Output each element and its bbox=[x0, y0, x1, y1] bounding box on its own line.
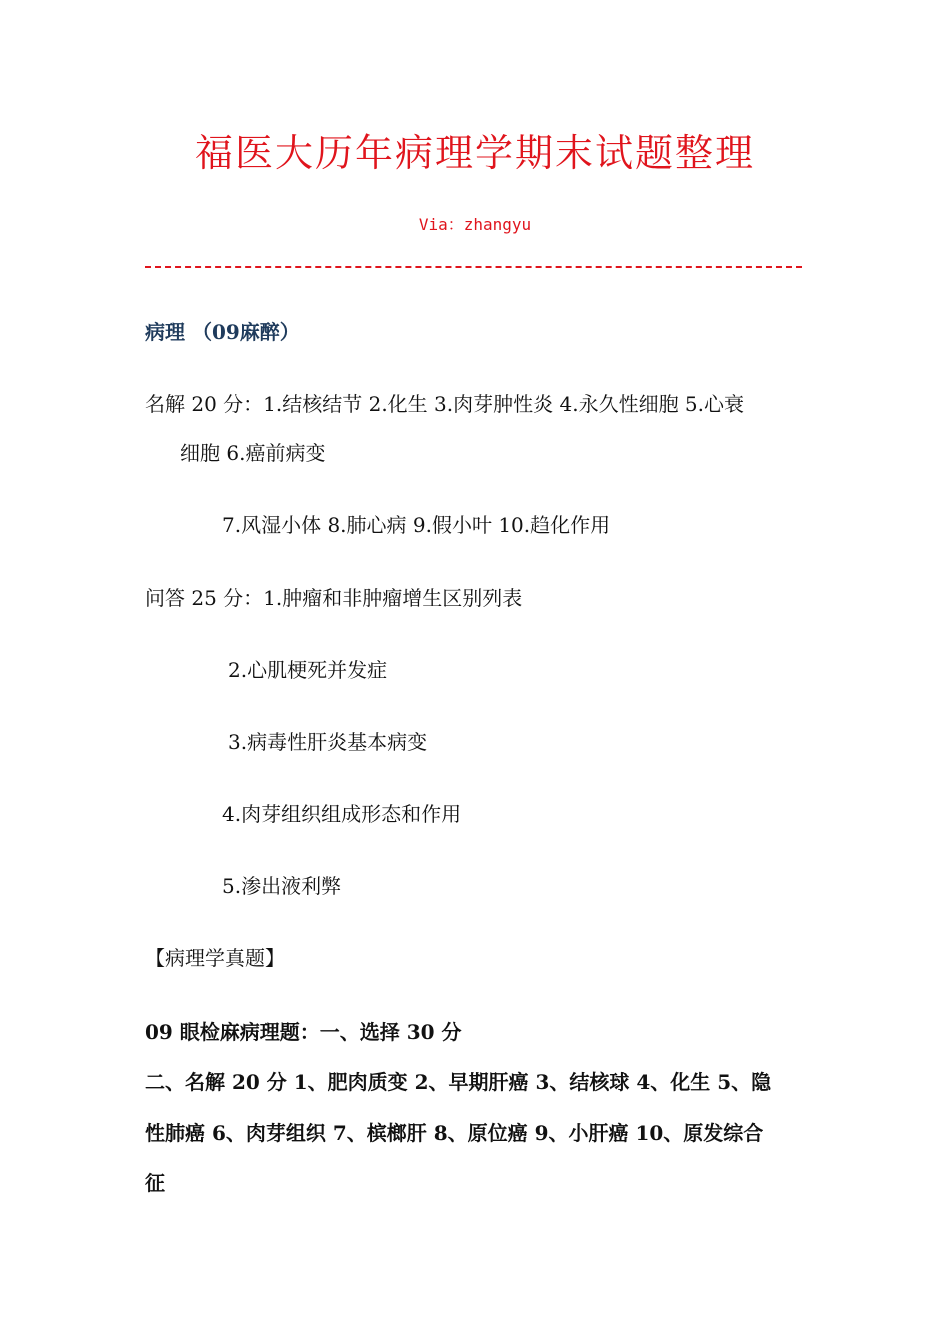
dashed-divider bbox=[145, 266, 802, 268]
yanshi-line-4: 征 bbox=[145, 1171, 165, 1195]
yanshi-line-2: 二、名解 20 分 1、肥肉质变 2、早期肝癌 3、结核球 4、化生 5、隐 bbox=[145, 1070, 772, 1094]
wenda-item-5: 5.渗出液利弊 bbox=[222, 874, 342, 898]
wenda-line-1: 问答 25 分：1.肿瘤和非肿瘤增生区别列表 bbox=[145, 586, 523, 610]
author-credit: Via：zhangyu bbox=[418, 215, 532, 234]
mingjie-line-2: 细胞 6.癌前病变 bbox=[180, 441, 326, 465]
mingjie-line-1: 名解 20 分：1.结核结节 2.化生 3.肉芽肿性炎 4.永久性细胞 5.心衰 bbox=[145, 392, 745, 416]
section-heading: 病理 （09麻醉） bbox=[145, 320, 300, 344]
wenda-item-2: 2.心肌梗死并发症 bbox=[228, 658, 388, 682]
yanshi-line-3: 性肺癌 6、肉芽组织 7、槟榔肝 8、原位癌 9、小肝癌 10、原发综合 bbox=[145, 1121, 764, 1145]
wenda-item-4: 4.肉芽组织组成形态和作用 bbox=[222, 802, 462, 826]
page-title: 福医大历年病理学期末试题整理 bbox=[194, 131, 755, 175]
yanshi-line-1: 09 眼检麻病理题：一、选择 30 分 bbox=[145, 1020, 462, 1044]
mingjie-line-3: 7.风湿小体 8.肺心病 9.假小叶 10.趋化作用 bbox=[222, 513, 611, 537]
zhenti-heading: 【病理学真题】 bbox=[145, 946, 285, 970]
wenda-item-3: 3.病毒性肝炎基本病变 bbox=[228, 730, 428, 754]
